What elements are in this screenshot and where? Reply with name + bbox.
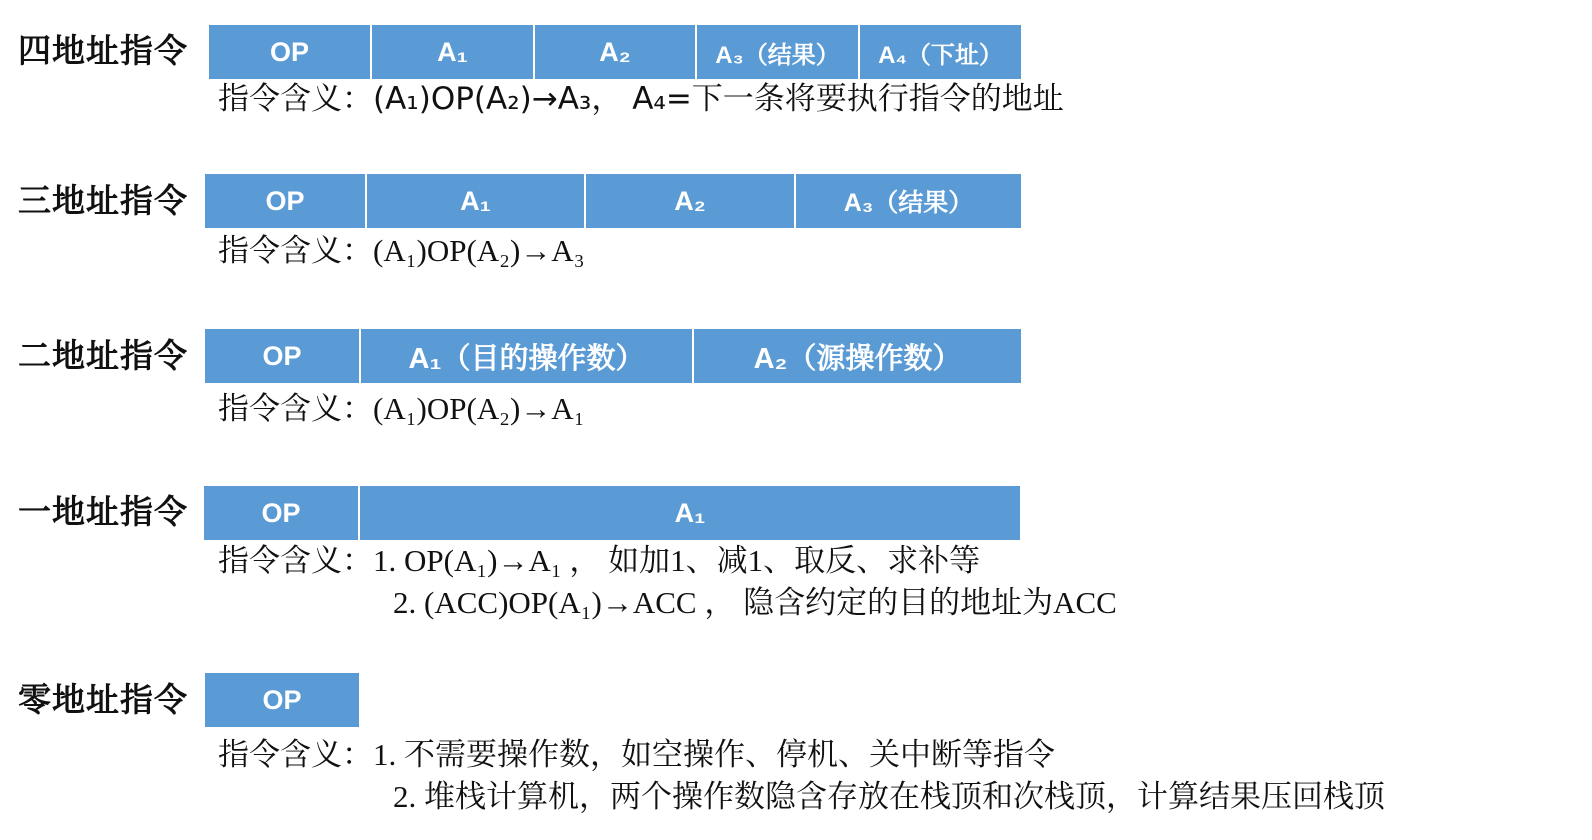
section-title: 零地址指令 (18, 680, 188, 719)
field-a1: A₁ (367, 174, 586, 228)
section-title: 一地址指令 (18, 492, 188, 531)
meaning-label: 指令含义： (218, 543, 373, 579)
meaning-label: 指令含义： (218, 737, 373, 773)
instruction-format (205, 673, 359, 727)
meaning-line-1: (A₁)OP(A₂)→A₁ (373, 391, 585, 426)
meaning (218, 734, 1385, 818)
field-op: OP (204, 486, 360, 540)
meaning-line-1: (A₁)OP(A₂)→A₃， A₄=下一条将要执行指令的地址 (373, 81, 1064, 117)
meaning-line-1: 1. 不需要操作数，如空操作、停机、关中断等指令 (373, 737, 1055, 772)
section-title: 四地址指令 (18, 31, 188, 70)
field-a3: A₃（结果） (796, 174, 1021, 228)
instruction-format (205, 329, 1021, 383)
instruction-format (205, 174, 1021, 228)
field-op: OP (205, 174, 367, 228)
field-a3: A₃（结果） (697, 25, 860, 79)
meaning-line-1: (A₁)OP(A₂)→A₃ (373, 233, 585, 268)
field-a1: A₁ (360, 486, 1020, 540)
field-a4: A₄（下址） (860, 25, 1021, 79)
section-title: 三地址指令 (18, 181, 188, 220)
meaning-line-1: 1. OP(A₁)→A₁ ， 如加1、减1、取反、求补等 (373, 543, 981, 578)
meaning-label: 指令含义： (218, 81, 373, 117)
section-title: 二地址指令 (18, 336, 188, 375)
meaning-line-2: 2. 堆栈计算机，两个操作数隐含存放在栈顶和次栈顶，计算结果压回栈顶 (393, 779, 1385, 814)
meaning-label: 指令含义： (218, 391, 373, 427)
meaning-label: 指令含义： (218, 233, 373, 269)
field-a1: A₁ (372, 25, 535, 79)
meaning-line-2: 2. (ACC)OP(A₁)→ACC ， 隐含约定的目的地址为ACC (393, 585, 1117, 620)
field-a2: A₂（源操作数） (694, 329, 1021, 383)
instruction-format (204, 486, 1020, 540)
field-op: OP (209, 25, 372, 79)
meaning (218, 230, 585, 272)
field-op: OP (205, 329, 361, 383)
meaning (218, 540, 1117, 624)
instruction-format (209, 25, 1021, 79)
field-a1: A₁（目的操作数） (361, 329, 694, 383)
field-a2: A₂ (586, 174, 796, 228)
field-a2: A₂ (535, 25, 697, 79)
field-op: OP (205, 673, 359, 727)
meaning (218, 78, 1064, 120)
meaning (218, 388, 585, 430)
